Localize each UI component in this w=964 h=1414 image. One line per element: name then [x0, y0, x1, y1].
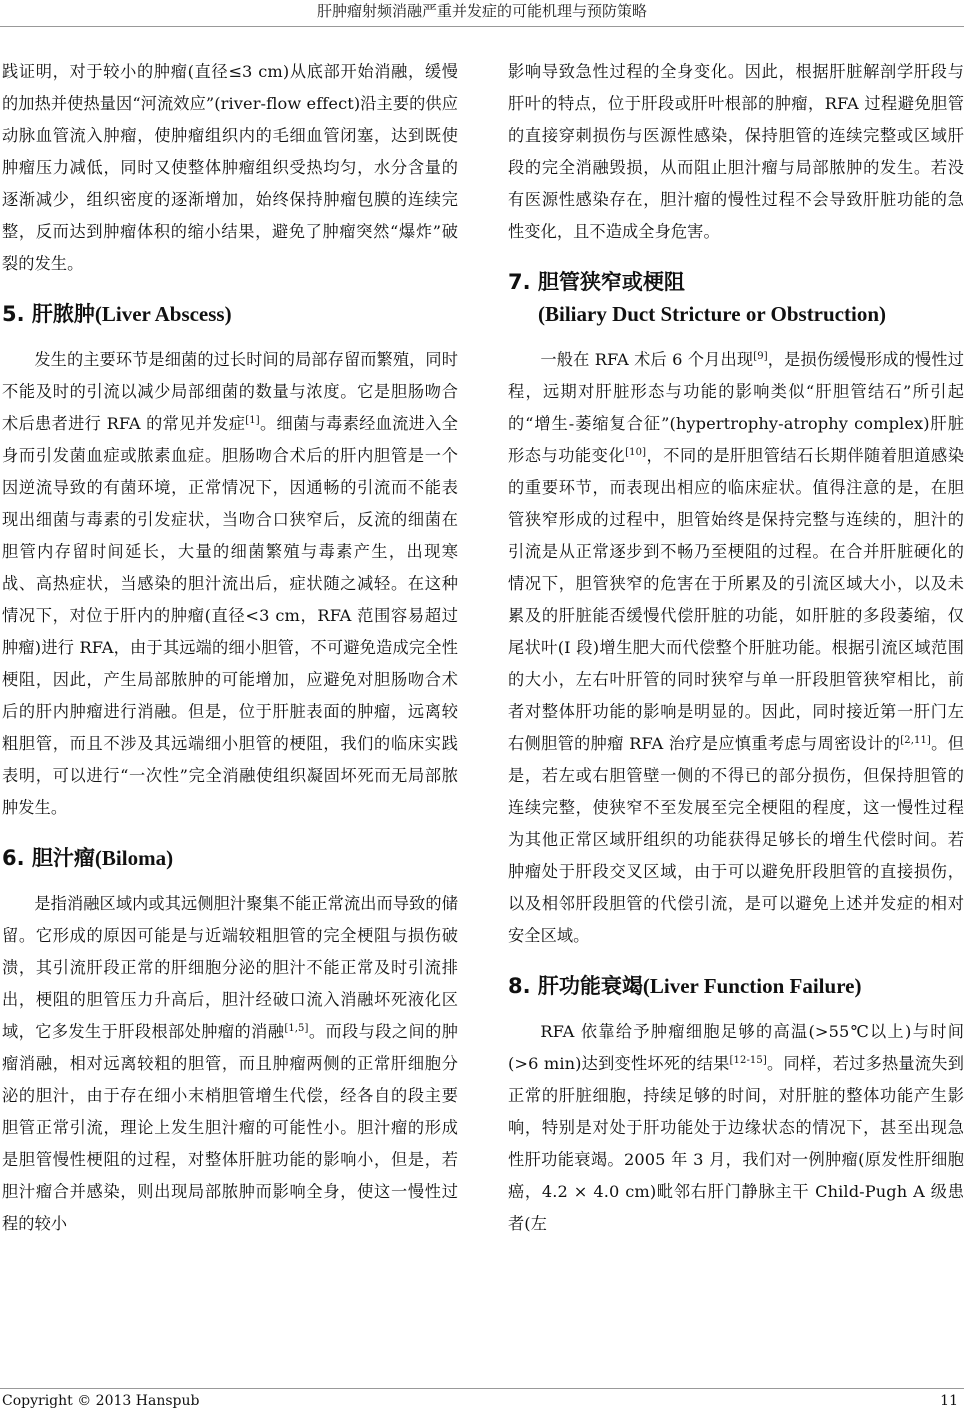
section-5-heading — [2, 298, 458, 330]
section-5-number: 5. — [2, 302, 32, 326]
citation: [1,5] — [284, 1023, 309, 1034]
running-head: 肝肿瘤射频消融严重并发症的可能机理与预防策略 — [316, 2, 647, 20]
section-6-heading — [2, 842, 458, 874]
section-8-heading — [508, 970, 964, 1002]
section-8-title-cn: 肝功能衰竭 — [537, 974, 643, 998]
citation: [10] — [625, 447, 647, 458]
footer-rule — [0, 1388, 964, 1389]
copyright-notice: Copyright © 2013 Hanspub — [2, 1393, 200, 1409]
section-7-paragraph — [508, 344, 964, 952]
section-8-paragraph — [508, 1016, 964, 1240]
section-5-title-en: (Liver Abscess) — [94, 302, 232, 326]
text-run: 。而段与段之间的肿瘤消融，相对远离较粗的胆管，而且肿瘤两侧的正常肝细胞分泌的胆汁，由于存在细小末梢胆管增生代偿，经各自的段主要胆管正常引流，理论上发生胆汁瘤的可能性小。胆汁瘤的形成是胆管慢性梗阻的过程，对整体肝脏功能的影响小，但是，若胆汁瘤合并感染，则出现局部脓肿而影响全身，使这一慢性过程的较小 — [2, 1022, 458, 1233]
right-column — [508, 56, 964, 1240]
section-7-heading — [508, 266, 964, 330]
section-8-title-en: (Liver Function Failure) — [642, 974, 862, 998]
citation: [2,11] — [900, 735, 931, 746]
left-column — [2, 56, 458, 1240]
text-run: ，是损伤缓慢形成的慢性过程，远期对肝脏形态与功能的影响类似“肝胆管结石”所引起的“增生-萎缩复合征”(hypertrophy-atrophy complex)肝脏形态与功能变化 — [508, 350, 964, 465]
section-6-title-cn: 胆汁瘤 — [31, 846, 95, 870]
text-run: RFA 依靠给予肿瘤细胞足够的高温(>55℃以上)与时间(>6 min)达到变性坏死的结果 — [508, 1022, 964, 1073]
text-run: 。细菌与毒素经血流进入全身而引发菌血症或脓素血症。胆肠吻合术后的肝内胆管是一个因逆流导致的有菌环境，正常情况下，因通畅的引流而不能表现出细菌与毒素的引发症状，当吻合口狭窄后，反流的细菌在胆管内存留时间延长，大量的细菌繁殖与毒素产生，出现寒战、高热症状，当感染的胆汁流出后，症状随之减轻。在这种情况下，对位于肝内的肿瘤(直径<3 cm，RFA 范围容易超过肿瘤)进行 RFA，由于其远端的细小胆管，不可避免造成完全性梗阻，因此，产生局部脓肿的可能增加，应避免对胆肠吻合术后的肝内肿瘤进行消融。但是，位于肝脏表面的肿瘤，远离较粗胆管，而且不涉及其远端细小胆管的梗阻，我们的临床实践表明，可以进行“一次性”完全消融使组织凝固坏死而无局部脓肿发生。 — [2, 414, 458, 817]
page-number: 11 — [940, 1393, 958, 1409]
section-5-title-cn: 肝脓肿 — [31, 302, 95, 326]
header-rule — [0, 26, 964, 27]
section-7-title-en: (Biliary Duct Stricture or Obstruction) — [538, 302, 887, 326]
citation: [1] — [245, 415, 260, 426]
text-run: 。但是，若左或右胆管壁一侧的不得已的部分损伤，但保持胆管的连续完整，使狭窄不至发展至完全梗阻的程度，这一慢性过程为其他正常区域肝组织的功能获得足够长的增生代偿时间。若肿瘤处于肝段交叉区域，由于可以避免肝段胆管的直接损伤，以及相邻肝段胆管的代偿引流，是可以避免上述并发症的相对安全区域。 — [508, 734, 964, 945]
section-6-title-en: (Biloma) — [94, 846, 174, 870]
paragraph-continued: 践证明，对于较小的肿瘤(直径≤3 cm)从底部开始消融，缓慢的加热并使热量因“河流效应”(river-flow effect)沿主要的供应动脉血管流入肿瘤，使肿瘤组织内的毛细血管闭塞，达到既使肿瘤压力减低，同时又使整体肿瘤组织受热均匀，水分含量的逐渐减少，组织密度的逐渐增加，始终保持肿瘤包膜的连续完整，反而达到肿瘤体积的缩小结果，避免了肿瘤突然“爆炸”破裂的发生。 — [2, 62, 458, 273]
section-6-number: 6. — [2, 846, 32, 870]
citation: [12-15] — [729, 1055, 767, 1066]
text-run: ，不同的是肝胆管结石长期伴随着胆道感染的重要环节，而表现出相应的临床症状。值得注意的是，在胆管狭窄形成的过程中，胆管始终是保持完整与连续的，胆汁的引流是从正常逐步到不畅乃至梗阻的过程。在合并肝脏硬化的情况下，胆管狭窄的危害在于所累及的引流区域大小，以及未累及的肝脏能否缓慢代偿肝脏的功能，如肝脏的多段萎缩，仅尾状叶(I 段)增生肥大而代偿整个肝脏功能。根据引流区域范围的大小，左右叶肝管的同时狭窄与单一肝段胆管狭窄相比，前者对整体肝功能的影响是明显的。因此，同时接近第一肝门左右侧胆管的肿瘤 RFA 治疗是应慎重考虑与周密设计的 — [508, 446, 964, 753]
section-7-title-cn: 胆管狭窄或梗阻 — [537, 270, 685, 294]
section-6-paragraph — [2, 888, 458, 1240]
citation: [9] — [753, 351, 768, 362]
text-run: 。同样，若过多热量流失到正常的肝脏细胞，持续足够的时间，对肝脏的整体功能产生影响，特别是对处于肝功能处于边缘状态的情况下，甚至出现急性肝功能衰竭。2005 年 3 月，我们对一例肿瘤(原发性肝细胞癌，4.2 × 4.0 cm)毗邻右肝门静脉主干 Child-Pugh A 级患者(左 — [508, 1054, 964, 1233]
text-run: 是指消融区域内或其远侧胆汁聚集不能正常流出而导致的储留。它形成的原因可能是与近端较粗胆管的完全梗阻与损伤破溃，其引流肝段正常的肝细胞分泌的胆汁不能正常及时引流排出，梗阻的胆管压力升高后，胆汁经破口流入消融坏死液化区域，它多发生于肝段根部处肿瘤的消融 — [2, 894, 458, 1041]
text-run: 一般在 RFA 术后 6 个月出现 — [540, 350, 754, 369]
paragraph-continued: 影响导致急性过程的全身变化。因此，根据肝脏解剖学肝段与肝叶的特点，位于肝段或肝叶根部的肿瘤，RFA 过程避免胆管的直接穿刺损伤与医源性感染，保持胆管的连续完整或区域肝段的完全消融毁损，从而阻止胆汁瘤与局部脓肿的发生。若没有医源性感染存在，胆汁瘤的慢性过程不会导致肝脏功能的急性变化，且不造成全身危害。 — [508, 62, 964, 241]
section-7-number: 7. — [508, 270, 538, 294]
text-run: 发生的主要环节是细菌的过长时间的局部存留而繁殖，同时不能及时的引流以减少局部细菌的数量与浓度。它是胆肠吻合术后患者进行 RFA 的常见并发症 — [2, 350, 458, 433]
section-8-number: 8. — [508, 974, 538, 998]
section-5-paragraph — [2, 344, 458, 824]
